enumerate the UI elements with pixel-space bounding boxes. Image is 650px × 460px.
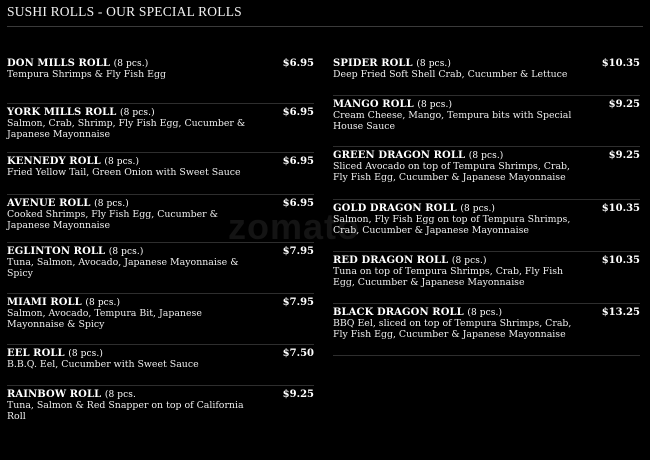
menu-item — [333, 252, 640, 304]
item-name: KENNEDY ROLL (8 pcs.) — [7, 156, 140, 167]
item-description: B.B.Q. Eel, Cucumber with Sweet Sauce — [7, 359, 199, 370]
item-name: BLACK DRAGON ROLL (8 pcs.) — [333, 307, 503, 318]
menu-item — [7, 345, 314, 386]
item-name: EGLINTON ROLL (8 pcs.) — [7, 246, 144, 257]
item-name: EEL ROLL (8 pcs.) — [7, 348, 103, 359]
item-price: $6.95 — [282, 58, 314, 69]
right-menu-column — [333, 55, 640, 356]
item-price: $7.95 — [282, 297, 314, 308]
item-description: Tuna, Salmon & Red Snapper on top of California Roll — [7, 400, 244, 422]
menu-item — [333, 304, 640, 356]
item-name: AVENUE ROLL (8 pcs.) — [7, 198, 129, 209]
item-description: Salmon, Fly Fish Egg on top of Tempura Shrimps, Crab, Cucumber & Japanese Mayonnaise — [333, 214, 571, 236]
item-description: Tempura Shrimps & Fly Fish Egg — [7, 69, 166, 80]
menu-item — [7, 195, 314, 243]
item-description: Fried Yellow Tail, Green Onion with Sweet Sauce — [7, 167, 241, 178]
item-description: Cooked Shrimps, Fly Fish Egg, Cucumber & Japanese Mayonnaise — [7, 209, 218, 231]
item-description: Sliced Avocado on top of Tempura Shrimps, Crab, Fly Fish Egg, Cucumber & Japanese Mayonnaise — [333, 161, 571, 183]
item-price: $6.95 — [282, 107, 314, 118]
page-title: SUSHI ROLLS - OUR SPECIAL ROLLS — [7, 4, 242, 19]
item-price: $10.35 — [601, 255, 640, 266]
item-name: GREEN DRAGON ROLL (8 pcs.) — [333, 150, 504, 161]
item-name: YORK MILLS ROLL (8 pcs.) — [7, 107, 155, 118]
item-price: $7.95 — [282, 246, 314, 257]
item-price: $9.25 — [282, 389, 314, 400]
item-name: MIAMI ROLL (8 pcs.) — [7, 297, 121, 308]
item-price: $10.35 — [601, 203, 640, 214]
item-price: $6.95 — [282, 156, 314, 167]
item-description: Tuna, Salmon, Avocado, Japanese Mayonnaise & Spicy — [7, 257, 239, 279]
item-name: RED DRAGON ROLL (8 pcs.) — [333, 255, 487, 266]
menu-item — [333, 200, 640, 252]
menu-item — [7, 386, 314, 432]
menu-item — [7, 55, 314, 104]
item-name: RAINBOW ROLL (8 pcs. — [7, 389, 136, 400]
menu-item — [7, 243, 314, 294]
menu-item — [7, 153, 314, 195]
item-price: $7.50 — [282, 348, 314, 359]
item-name: GOLD DRAGON ROLL (8 pcs.) — [333, 203, 496, 214]
item-description: Cream Cheese, Mango, Tempura bits with Special House Sauce — [333, 110, 572, 132]
item-description: BBQ Eel, sliced on top of Tempura Shrimps, Crab, Fly Fish Egg, Cucumber & Japanese Mayonnaise — [333, 318, 572, 340]
item-description: Salmon, Avocado, Tempura Bit, Japanese Mayonnaise & Spicy — [7, 308, 202, 330]
item-price: $6.95 — [282, 198, 314, 209]
item-name: SPIDER ROLL (8 pcs.) — [333, 58, 451, 69]
menu-item — [7, 294, 314, 345]
item-price: $10.35 — [601, 58, 640, 69]
item-name: MANGO ROLL (8 pcs.) — [333, 99, 453, 110]
item-name: DON MILLS ROLL (8 pcs.) — [7, 58, 149, 69]
watermark: zomato — [228, 206, 360, 247]
item-description: Tuna on top of Tempura Shrimps, Crab, Fly Fish Egg, Cucumber & Japanese Mayonnaise — [333, 266, 564, 288]
item-price: $9.25 — [608, 99, 640, 110]
menu-header — [7, 4, 643, 27]
item-description: Deep Fried Soft Shell Crab, Cucumber & Lettuce — [333, 69, 568, 80]
left-menu-column — [7, 55, 314, 432]
item-price: $13.25 — [601, 307, 640, 318]
menu-item — [333, 147, 640, 200]
menu-item — [7, 104, 314, 153]
menu-item — [333, 96, 640, 147]
item-price: $9.25 — [608, 150, 640, 161]
menu-item — [333, 55, 640, 96]
item-description: Salmon, Crab, Shrimp, Fly Fish Egg, Cucumber & Japanese Mayonnaise — [7, 118, 246, 140]
